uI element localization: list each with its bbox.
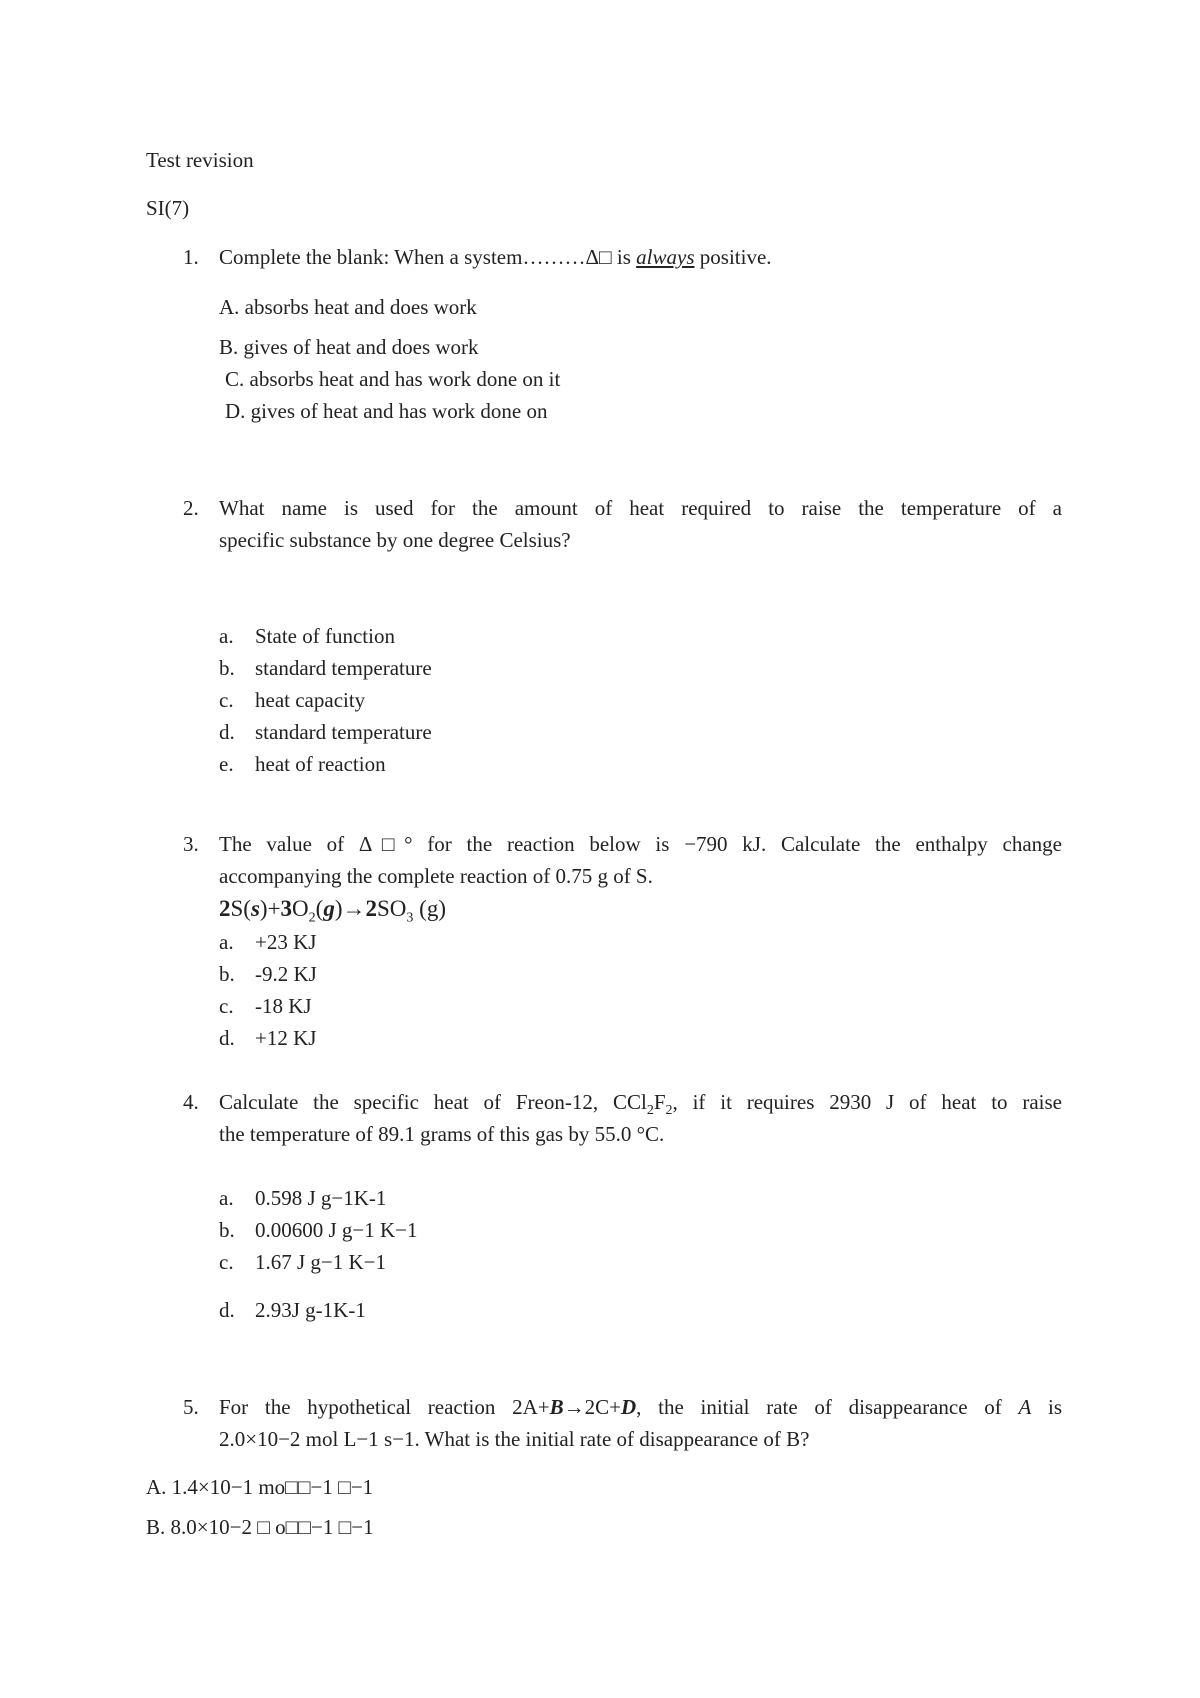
option-letter: b.	[219, 656, 235, 680]
option: State of function	[255, 624, 395, 648]
section-heading: SI(7)	[146, 196, 190, 220]
option: 1.67 J g−1 K−1	[255, 1250, 387, 1274]
option: C. absorbs heat and has work done on it	[225, 367, 561, 391]
option: A. absorbs heat and does work	[219, 295, 477, 319]
option-letter: a.	[219, 1186, 234, 1210]
question-number: 4.	[183, 1090, 199, 1114]
question-4-stem-line1: Calculate the specific heat of Freon-12, $CCl_2F_2$, if it requires 2930 J of heat to raise	[219, 1090, 1062, 1119]
option: -18 KJ	[255, 994, 312, 1018]
option: B. 8.0×10−2 □ o□□−1 □−1	[146, 1515, 374, 1539]
option-letter: c.	[219, 688, 234, 712]
option-letter: d.	[219, 720, 235, 744]
option-letter: b.	[219, 1218, 235, 1242]
option: 0.00600 J g−1 K−1	[255, 1218, 418, 1242]
option: +12 KJ	[255, 1026, 317, 1050]
question-2-stem-line1: What name is used for the amount of heat required to raise the temperature of a	[219, 496, 1062, 520]
emphasis: always	[636, 245, 695, 269]
option: D. gives of heat and has work done on	[225, 399, 548, 423]
option: B. gives of heat and does work	[219, 335, 479, 359]
option: 2.93J g-1K-1	[255, 1298, 366, 1322]
option: standard temperature	[255, 720, 432, 744]
option-letter: c.	[219, 994, 234, 1018]
question-4-stem-line2: the temperature of 89.1 grams of this gas by 55.0 °C.	[219, 1122, 665, 1146]
option-letter: a.	[219, 624, 234, 648]
question-3-stem-line2: accompanying the complete reaction of 0.75 g of S.	[219, 864, 653, 888]
option-letter: d.	[219, 1026, 235, 1050]
question-1-stem: Complete the blank: When a system………Δ□ is always positive.	[219, 245, 772, 269]
question-number: 3.	[183, 832, 199, 856]
option-letter: e.	[219, 752, 234, 776]
option: heat of reaction	[255, 752, 386, 776]
question-5-stem-line1: For the hypothetical reaction 2A+B→2C+D, the initial rate of disappearance of A is	[219, 1395, 1063, 1419]
option: 0.598 J g−1K-1	[255, 1186, 387, 1210]
question-5-stem-line2: 2.0×10−2 mol L−1 s−1. What is the initial rate of disappearance of B?	[219, 1427, 810, 1451]
chemical-equation: $2S(s)+3O_2(g)\to 2SO_3$ (g)	[219, 896, 446, 926]
option: standard temperature	[255, 656, 432, 680]
question-number: 1.	[183, 245, 199, 269]
option: heat capacity	[255, 688, 366, 712]
option-letter: b.	[219, 962, 235, 986]
question-3-stem-line1: The value of Δ□° for the reaction below is −790 kJ. Calculate the enthalpy change	[219, 832, 1062, 856]
question-number: 2.	[183, 496, 199, 520]
option: +23 KJ	[255, 930, 317, 954]
document-title: Test revision	[146, 148, 254, 172]
question-2-stem-line2: specific substance by one degree Celsius?	[219, 528, 571, 552]
option: A. 1.4×10−1 mo□□−1 □−1	[146, 1475, 374, 1499]
option-letter: c.	[219, 1250, 234, 1274]
option: -9.2 KJ	[255, 962, 317, 986]
option-letter: d.	[219, 1298, 235, 1322]
option-letter: a.	[219, 930, 234, 954]
question-number: 5.	[183, 1395, 199, 1419]
